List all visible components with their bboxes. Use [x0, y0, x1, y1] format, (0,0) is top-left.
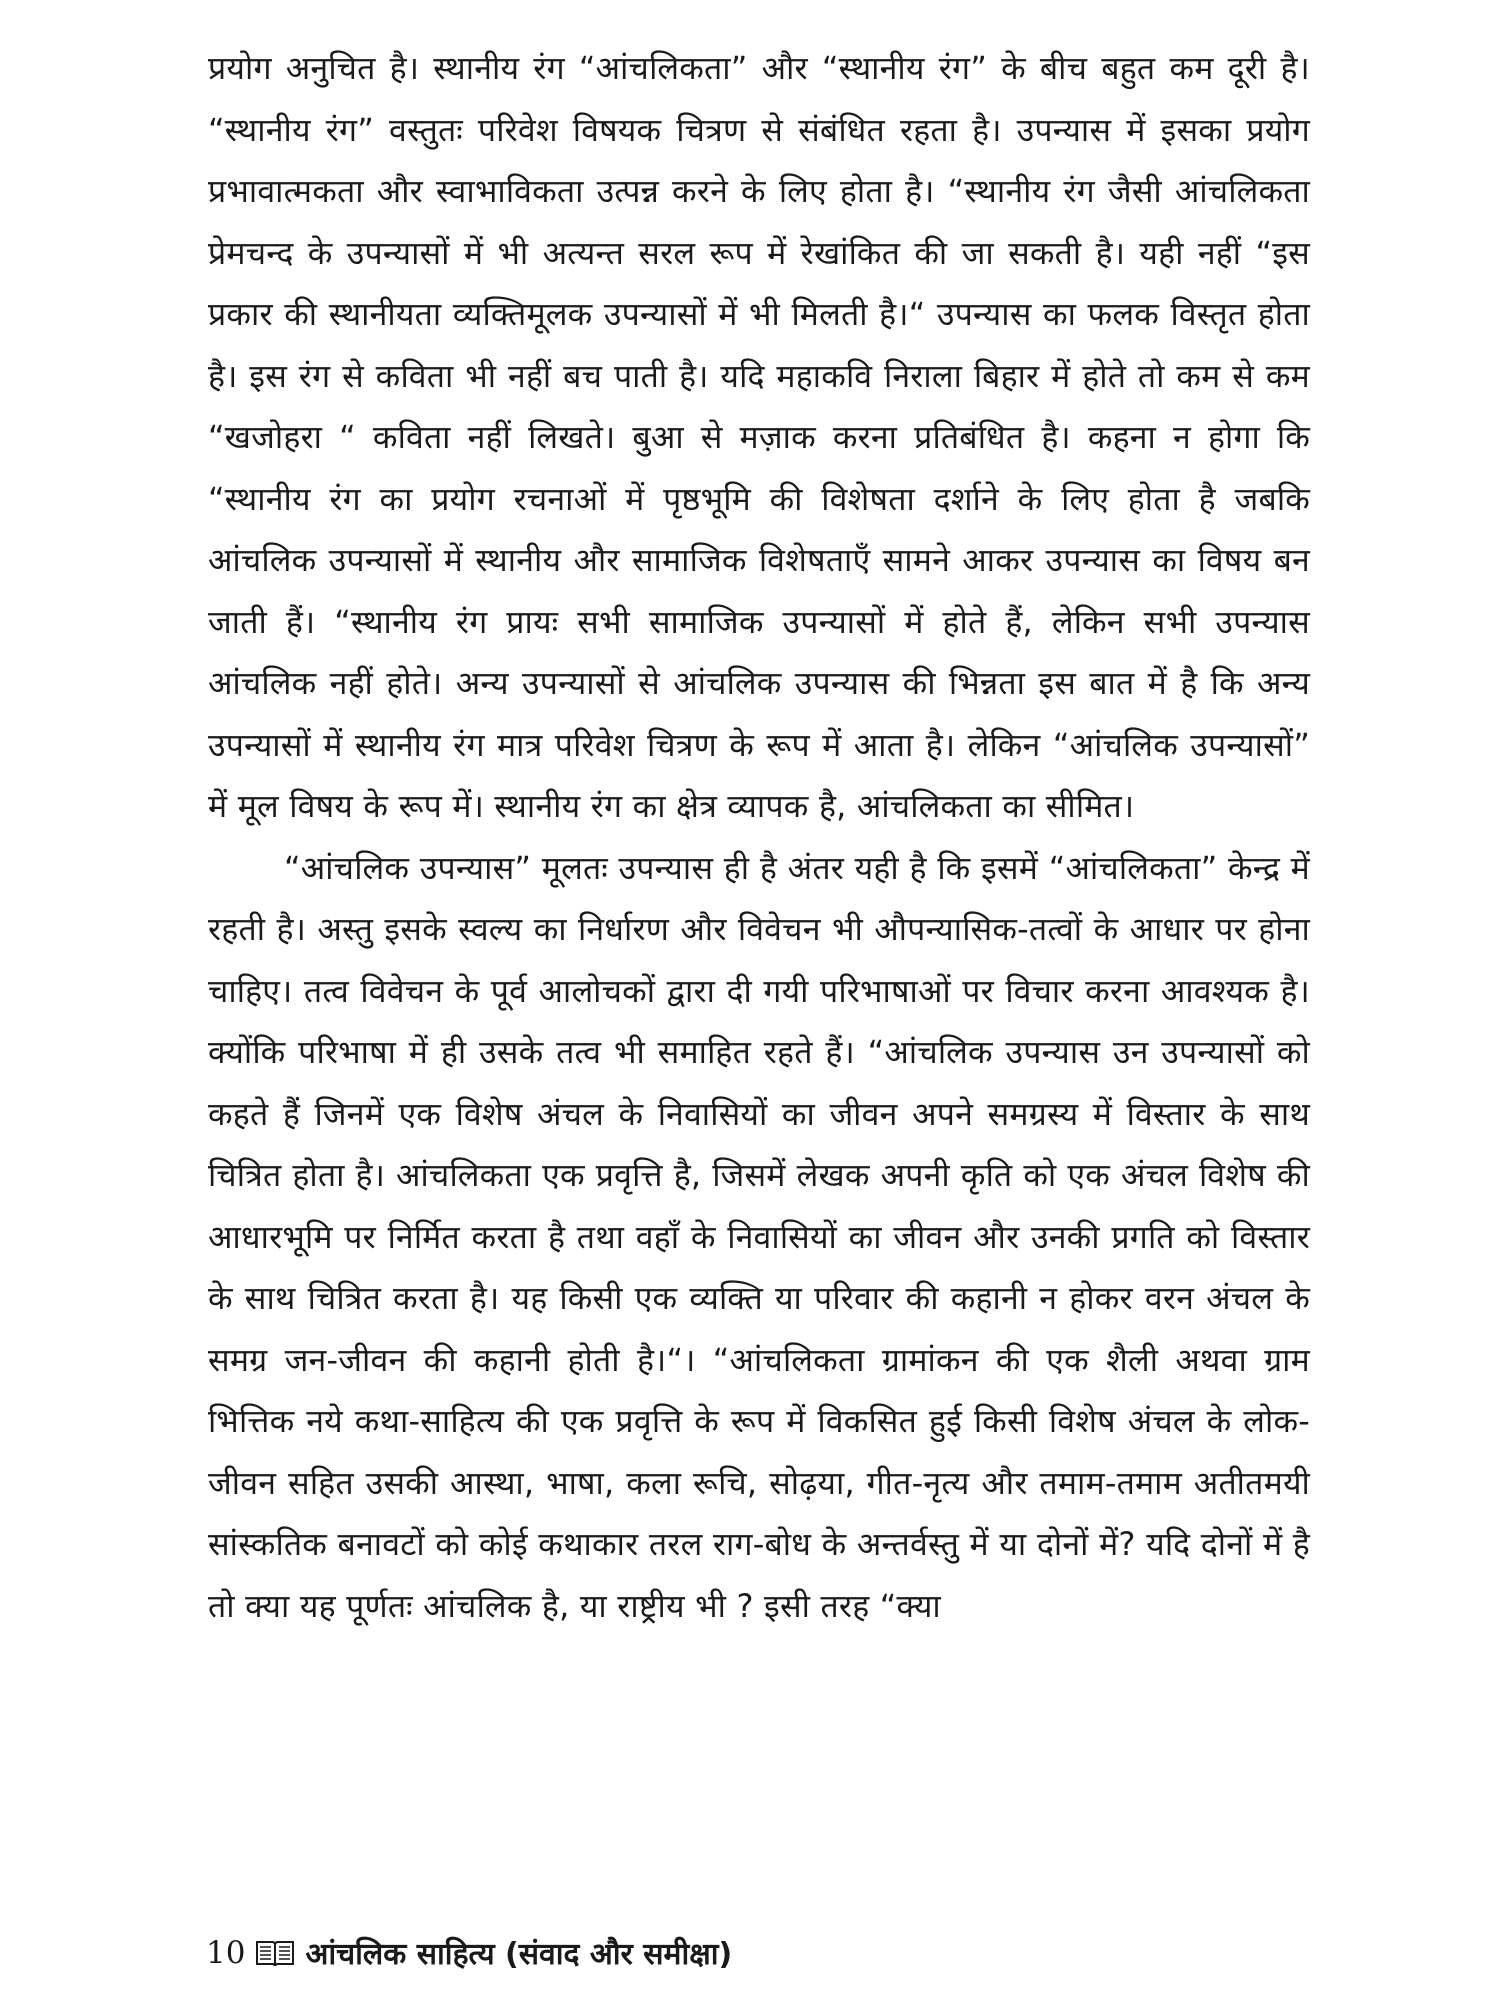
open-book-icon [255, 1938, 295, 1968]
body-paragraph-1: प्रयोग अनुचित है। स्थानीय रंग “आंचलिकता” और “स्थानीय रंग” के बीच बहुत कम दूरी है। “स्थानीय रंग” वस्तुतः परिवेश विषयक चित्रण से संबंधित रहता है। उपन्यास में इसका प्रयोग प्रभावात्मकता और स्वाभाविकता उत्पन्न करने के लिए होता है। “स्थानीय रंग जैसी आंचलिकता प्रेमचन्द के उपन्यासों में भी अत्यन्त सरल रूप में रेखांकित की जा सकती है। यही नहीं “इस प्रकार की स्थानीयता व्यक्तिमूलक उपन्यासों में भी मिलती है।“ उपन्यास का फलक विस्तृत होता है। इस रंग से कविता भी नहीं बच पाती है। यदि महाकवि निराला बिहार में होते तो कम से कम “खजोहरा “ कविता नहीं लिखते। बुआ से मज़ाक करना प्रतिबंधित है। कहना न होगा कि “स्थानीय रंग का प्रयोग रचनाओं में पृष्ठभूमि की विशेषता दर्शाने के लिए होता है जबकि आंचलिक उपन्यासों में स्थानीय और सामाजिक विशेषताएँ सामने आकर उपन्यास का विषय बन जाती हैं। “स्थानीय रंग प्रायः सभी सामाजिक उपन्यासों में होते हैं, लेकिन सभी उपन्यास आंचलिक नहीं होते। अन्य उपन्यासों से आंचलिक उपन्यास की भिन्नता इस बात में है कि अन्य उपन्यासों में स्थानीय रंग मात्र परिवेश चित्रण के रूप में आता है। लेकिन “आंचलिक उपन्यासों” में मूल विषय के रूप में। स्थानीय रंग का क्षेत्र व्यापक है, आंचलिकता का सीमित। [208, 49, 1310, 825]
book-title: आंचलिक साहित्य (संवाद और समीक्षा) [305, 1937, 733, 1972]
page-footer [206, 1932, 732, 1973]
page-number: 10 [206, 1934, 246, 1971]
body-paragraph-2: “आंचलिक उपन्यास” मूलतः उपन्यास ही है अंतर यही है कि इसमें “आंचलिकता” केन्द्र में रहती है। अस्तु इसके स्वल्य का निर्धारण और विवेचन भी औपन्यासिक-तत्वों के आधार पर होना चाहिए। तत्व विवेचन के पूर्व आलोचकों द्वारा दी गयी परिभाषाओं पर विचार करना आवश्यक है। क्योंकि परिभाषा में ही उसके तत्व भी समाहित रहते हैं। “आंचलिक उपन्यास उन उपन्यासों को कहते हैं जिनमें एक विशेष अंचल के निवासियों का जीवन अपने समग्रस्य में विस्तार के साथ चित्रित होता है। आंचलिकता एक प्रवृत्ति है, जिसमें लेखक अपनी कृति को एक अंचल विशेष की आधारभूमि पर निर्मित करता है तथा वहाँ के निवासियों का जीवन और उनकी प्रगति को विस्तार के साथ चित्रित करता है। यह किसी एक व्यक्ति या परिवार की कहानी न होकर वरन अंचल के समग्र जन-जीवन की कहानी होती है।“। “आंचलिकता ग्रामांकन की एक शैली अथवा ग्राम भित्तिक नये कथा-साहित्य की एक प्रवृत्ति के रूप में विकसित हुई किसी विशेष अंचल के लोक-जीवन सहित उसकी आस्था, भाषा, कला रूचि, सोढ़या, गीत-नृत्य और तमाम-तमाम अतीतमयी सांस्कतिक बनावटों को कोई कथाकार तरल राग-बोध के अन्तर्वस्तु में या दोनों में? यदि दोनों में है तो क्या यह पूर्णतः आंचलिक है, या राष्ट्रीय भी ? इसी तरह “क्या [208, 848, 1310, 1625]
page-body [208, 38, 1310, 1637]
